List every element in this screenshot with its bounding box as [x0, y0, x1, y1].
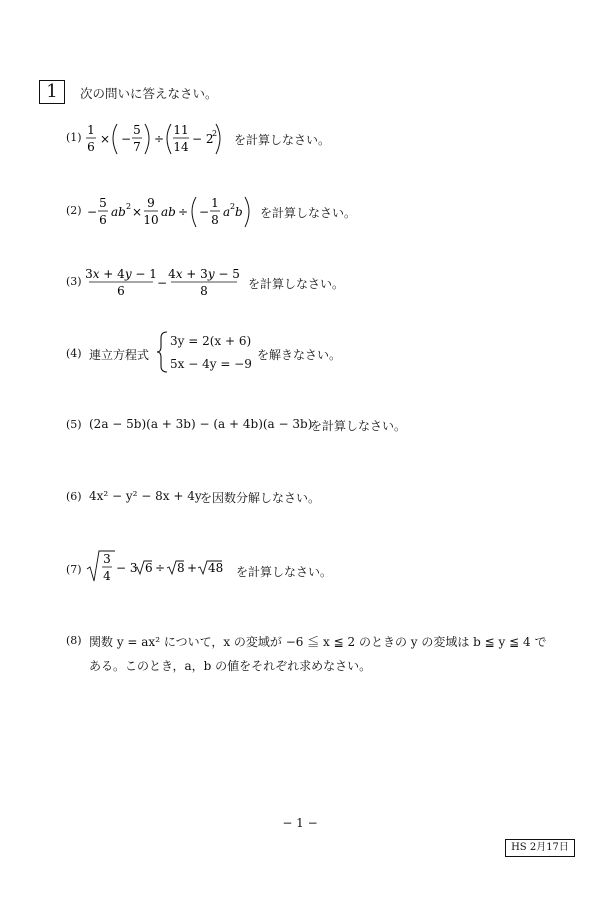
svg-text:8: 8 [177, 561, 185, 575]
page-number: − 1 − [282, 816, 318, 830]
equation-2: 5x − 4y = −9 [170, 357, 252, 371]
svg-text:÷: ÷ [155, 561, 166, 575]
svg-text:14: 14 [173, 140, 189, 154]
problem-1-label: (1) [66, 131, 82, 144]
question-number-box: 1 [39, 80, 65, 104]
svg-text:3x + 4y − 1: 3x + 4y − 1 [85, 267, 157, 281]
svg-text:ab: ab [111, 205, 126, 219]
svg-text:−: − [157, 276, 168, 290]
problem-5-label: (5) [66, 418, 82, 431]
problem-4-label: (4) [66, 347, 82, 360]
svg-text:−: − [121, 132, 132, 146]
svg-text:4: 4 [103, 569, 111, 583]
problem-3-label: (3) [66, 275, 82, 288]
svg-text:ab: ab [161, 205, 176, 219]
problem-6-instruction: を因数分解しなさい。 [200, 491, 321, 505]
problem-3-expression [85, 262, 245, 304]
problem-5-expression: (2a − 5b)(a + 3b) − (a + 4b)(a − 3b) [89, 417, 313, 431]
problem-2-expression [85, 191, 255, 233]
svg-text:b: b [235, 205, 243, 219]
svg-text:5: 5 [133, 123, 141, 137]
problem-3-instruction: を計算しなさい。 [248, 277, 345, 291]
svg-text:4x + 3y − 5: 4x + 3y − 5 [168, 267, 240, 281]
svg-text:−: − [87, 205, 98, 219]
exam-code-box: HS 2月17日 [505, 839, 575, 857]
svg-text:2: 2 [126, 202, 132, 211]
svg-text:×: × [132, 205, 143, 219]
svg-text:− 2: − 2 [192, 132, 214, 146]
problem-4-instruction: を解きなさい。 [257, 348, 342, 362]
svg-text:8: 8 [211, 213, 219, 227]
svg-text:÷: ÷ [154, 132, 165, 146]
svg-text:3: 3 [103, 552, 111, 566]
system-brace [156, 330, 170, 374]
problem-7-expression [85, 547, 235, 587]
svg-text:6: 6 [145, 561, 153, 575]
problem-6-label: (6) [66, 490, 82, 503]
problem-5-instruction: を計算しなさい。 [310, 419, 407, 433]
svg-text:− 3: − 3 [116, 561, 138, 575]
svg-text:−: − [199, 205, 210, 219]
problem-8-label: (8) [66, 634, 82, 647]
problem-1-instruction: を計算しなさい。 [234, 133, 331, 147]
svg-text:1: 1 [211, 196, 219, 210]
svg-text:÷: ÷ [178, 205, 189, 219]
problem-2-label: (2) [66, 204, 82, 217]
svg-text:6: 6 [117, 284, 125, 298]
svg-text:7: 7 [133, 140, 141, 154]
svg-text:2: 2 [212, 129, 218, 138]
svg-text:×: × [100, 132, 111, 146]
svg-text:48: 48 [208, 561, 224, 575]
svg-text:+: + [187, 561, 198, 575]
section-instruction: 次の問いに答えなさい。 [80, 86, 218, 101]
problem-6-expression: 4x² − y² − 8x + 4y [89, 489, 202, 503]
problem-4-prefix: 連立方程式 [89, 348, 150, 362]
svg-text:9: 9 [147, 196, 155, 210]
equation-1: 3y = 2(x + 6) [170, 334, 252, 348]
svg-text:1: 1 [87, 123, 95, 137]
svg-text:a: a [223, 205, 231, 219]
problem-1-expression [85, 118, 225, 160]
svg-text:2: 2 [230, 202, 236, 211]
problem-8-text-line-1: 関数 y = ax² について，x の変域が −6 ≦ x ≦ 2 のときの y の変域は b ≦ y ≦ 4 で [89, 635, 547, 649]
svg-text:6: 6 [99, 213, 107, 227]
svg-text:10: 10 [143, 213, 159, 227]
svg-text:6: 6 [87, 140, 95, 154]
svg-text:11: 11 [173, 123, 189, 137]
problem-2-instruction: を計算しなさい。 [260, 206, 357, 220]
svg-text:5: 5 [99, 196, 107, 210]
svg-text:8: 8 [200, 284, 208, 298]
problem-8-text-line-2: ある。このとき，a，b の値をそれぞれ求めなさい。 [89, 659, 372, 673]
problem-7-instruction: を計算しなさい。 [236, 565, 333, 579]
problem-7-label: (7) [66, 563, 82, 576]
